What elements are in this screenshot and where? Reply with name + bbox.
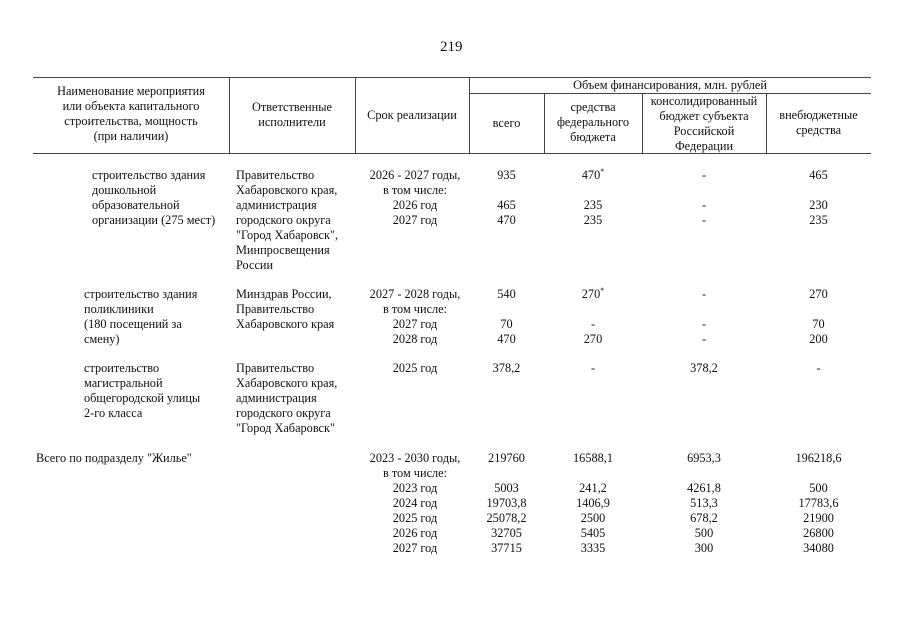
header-offbudget: внебюджетные средства	[779, 108, 858, 137]
row3-regional: 378,2	[690, 361, 718, 375]
summary-regional: 6953,3 4261,8 513,3 678,2 500 300	[687, 451, 721, 555]
row1-federal: 470* 235 235	[581, 167, 605, 227]
summary-period: 2023 - 2030 годы, в том числе: 2023 год 2024 год 2025 год 2026 год 2027 год	[369, 451, 461, 555]
summary-total: 219760 5003 19703,8 25078,2 32705 37715	[486, 451, 527, 555]
footnote-mark: *	[600, 167, 605, 176]
row2-regional: - - -	[701, 287, 707, 346]
row3-name: строительство магистральной общегородской улицы 2-го класса	[84, 361, 201, 420]
header-federal: средства федерального бюджета	[556, 100, 630, 144]
row3-responsible: Правительство Хабаровского края, администрация городского округа "Город Хабаровск"	[236, 361, 338, 435]
row1-period: 2026 - 2027 годы, в том числе: 2026 год 2027 год	[369, 168, 461, 227]
summary-offbudget: 196218,6 500 17783,6 21900 26800 34080	[795, 451, 842, 555]
header-responsible: Ответственные исполнители	[252, 100, 332, 129]
summary-name: Всего по подразделу "Жилье"	[36, 451, 192, 465]
row3-federal: -	[590, 361, 596, 375]
header-financing-title: Объем финансирования, млн. рублей	[573, 78, 767, 92]
row1-name: строительство здания дошкольной образовательной организации (275 мест)	[92, 168, 216, 227]
header-name: Наименование мероприятия или объекта капитального строительства, мощность (при наличии)	[57, 84, 205, 143]
row2-federal: 270* - 270	[581, 286, 605, 346]
row2-name: строительство здания поликлиники (180 посещений за смену)	[84, 287, 198, 346]
row1-total: 935 465 470	[497, 168, 516, 227]
header-period: Срок реализации	[367, 108, 457, 122]
header-total: всего	[492, 116, 521, 130]
footnote-mark: *	[600, 286, 605, 295]
row3-period: 2025 год	[392, 361, 438, 375]
page-number: 219	[440, 39, 463, 55]
row1-regional: - - -	[701, 168, 707, 227]
row2-offbudget: 270 70 200	[809, 287, 828, 346]
summary-federal: 16588,1 241,2 1406,9 2500 5405 3335	[573, 451, 613, 555]
row2-period: 2027 - 2028 годы, в том числе: 2027 год 2028 год	[369, 287, 461, 346]
row1-offbudget: 465 230 235	[809, 168, 828, 227]
row2-responsible: Минздрав России, Правительство Хабаровского края	[236, 287, 335, 331]
row3-offbudget: -	[816, 361, 821, 375]
row2-total: 540 70 470	[497, 287, 516, 346]
row3-total: 378,2	[492, 361, 521, 375]
row1-responsible: Правительство Хабаровского края, администрация городского округа "Город Хабаровск", Минпросвещения России	[236, 168, 339, 272]
header-regional: консолидированный бюджет субъекта Российской Федерации	[650, 94, 758, 153]
